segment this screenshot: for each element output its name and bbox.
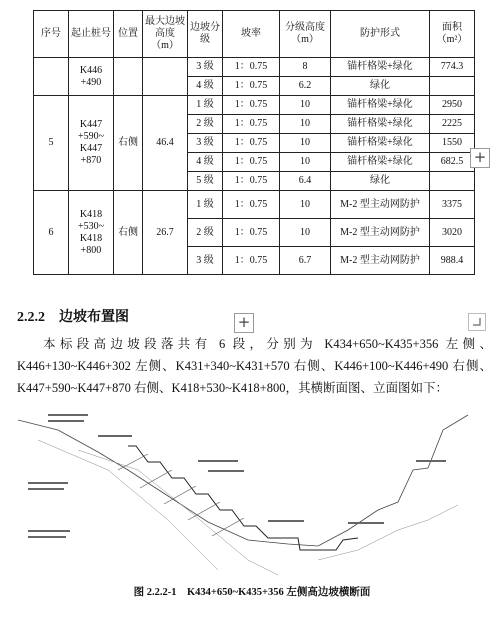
max-height-cell: 26.7 [143, 191, 188, 275]
height-cell: 10 [280, 96, 331, 115]
grade-cell: 3 级 [188, 134, 223, 153]
protection-cell: M-2 型主动网防护 [331, 247, 430, 275]
ratio-cell: 1：0.75 [223, 77, 280, 96]
slope-table [33, 10, 475, 275]
protection-cell: 锚杆格梁+绿化 [331, 153, 430, 172]
table-row [34, 191, 475, 219]
protection-cell: 锚杆格梁+绿化 [331, 58, 430, 77]
col-header-max-height: 最大边坡高度（m） [143, 11, 188, 58]
height-cell: 6.2 [280, 77, 331, 96]
area-cell: 774.3 [430, 58, 475, 77]
protection-cell: 绿化 [331, 172, 430, 191]
ratio-cell: 1：0.75 [223, 115, 280, 134]
area-cell [430, 172, 475, 191]
area-cell: 3375 [430, 191, 475, 219]
height-cell: 10 [280, 191, 331, 219]
corner-handle-icon [469, 314, 485, 330]
table-header-row [34, 11, 475, 58]
slope-benches [128, 446, 358, 550]
height-cell: 10 [280, 134, 331, 153]
protection-cell: 锚杆格梁+绿化 [331, 115, 430, 134]
grade-cell: 1 级 [188, 191, 223, 219]
grade-cell: 4 级 [188, 153, 223, 172]
col-header-ratio: 坡率 [223, 11, 280, 58]
col-header-stake: 起止桩号 [69, 11, 114, 58]
area-cell: 2225 [430, 115, 475, 134]
grade-cell: 3 级 [188, 247, 223, 275]
cross-section-figure [18, 410, 488, 580]
height-cell: 10 [280, 115, 331, 134]
ratio-cell: 1：0.75 [223, 247, 280, 275]
anchor-rods [118, 454, 244, 536]
add-row-button[interactable]: + [470, 148, 490, 168]
table-row [34, 58, 475, 77]
add-element-button[interactable]: + [234, 313, 254, 333]
height-cell: 8 [280, 58, 331, 77]
max-height-cell: 46.4 [143, 96, 188, 191]
grade-cell: 2 级 [188, 115, 223, 134]
protection-cell: 锚杆格梁+绿化 [331, 96, 430, 115]
side-cell: 右侧 [114, 96, 143, 191]
ratio-cell: 1：0.75 [223, 153, 280, 172]
ratio-cell: 1：0.75 [223, 58, 280, 77]
protection-cell: 锚杆格梁+绿化 [331, 134, 430, 153]
strata-line [318, 505, 458, 560]
row-number: 6 [34, 191, 69, 275]
figure-caption: 图 2.2.2-1 K434+650~K435+356 左侧高边坡横断面 [133, 587, 371, 598]
table-resize-handle[interactable] [468, 313, 486, 331]
area-cell: 3020 [430, 219, 475, 247]
area-cell: 1550 [430, 134, 475, 153]
protection-cell: M-2 型主动网防护 [331, 219, 430, 247]
grade-cell: 3 级 [188, 58, 223, 77]
height-cell: 10 [280, 153, 331, 172]
ratio-cell: 1：0.75 [223, 134, 280, 153]
col-header-side: 位置 [114, 11, 143, 58]
area-cell: 988.4 [430, 247, 475, 275]
ratio-cell: 1：0.75 [223, 219, 280, 247]
strata-line [78, 450, 278, 575]
strata-line [38, 440, 218, 570]
col-header-level-height: 分级高度（m） [280, 11, 331, 58]
area-cell: 2950 [430, 96, 475, 115]
row-number: 5 [34, 96, 69, 191]
ratio-cell: 1：0.75 [223, 172, 280, 191]
grade-cell: 1 级 [188, 96, 223, 115]
section-heading: 2.2.2 边坡布置图 [17, 310, 129, 325]
area-cell: 682.5 [430, 153, 475, 172]
grade-cell: 4 级 [188, 77, 223, 96]
terrain-line [18, 415, 468, 546]
annotation-marks [28, 414, 446, 538]
side-cell: 右侧 [114, 191, 143, 275]
height-cell: 10 [280, 219, 331, 247]
stake-cell: K447 +590~ K447 +870 [69, 96, 114, 191]
protection-cell: M-2 型主动网防护 [331, 191, 430, 219]
grade-cell: 2 级 [188, 219, 223, 247]
col-header-no: 序号 [34, 11, 69, 58]
table-row [34, 96, 475, 115]
stake-cell: K418 +530~ K418 +800 [69, 191, 114, 275]
height-cell: 6.4 [280, 172, 331, 191]
col-header-protection: 防护形式 [331, 11, 430, 58]
grade-cell: 5 级 [188, 172, 223, 191]
stake-cell: K446 +490 [69, 58, 114, 96]
body-paragraph: 本标段高边坡段落共有 6 段，分别为 K434+650~K435+356 左侧、K446+130~K446+302 左侧、K431+340~K431+570 右侧、K446+100~K446+490 右侧、K447+590~K447+870 右侧、K418+530~K418+800，其横断面图、立面图如下： [17, 337, 492, 395]
ratio-cell: 1：0.75 [223, 96, 280, 115]
height-cell: 6.7 [280, 247, 331, 275]
protection-cell: 绿化 [331, 77, 430, 96]
col-header-area: 面积（m²） [430, 11, 475, 58]
col-header-grade: 边坡分级 [188, 11, 223, 58]
area-cell [430, 77, 475, 96]
ratio-cell: 1：0.75 [223, 191, 280, 219]
